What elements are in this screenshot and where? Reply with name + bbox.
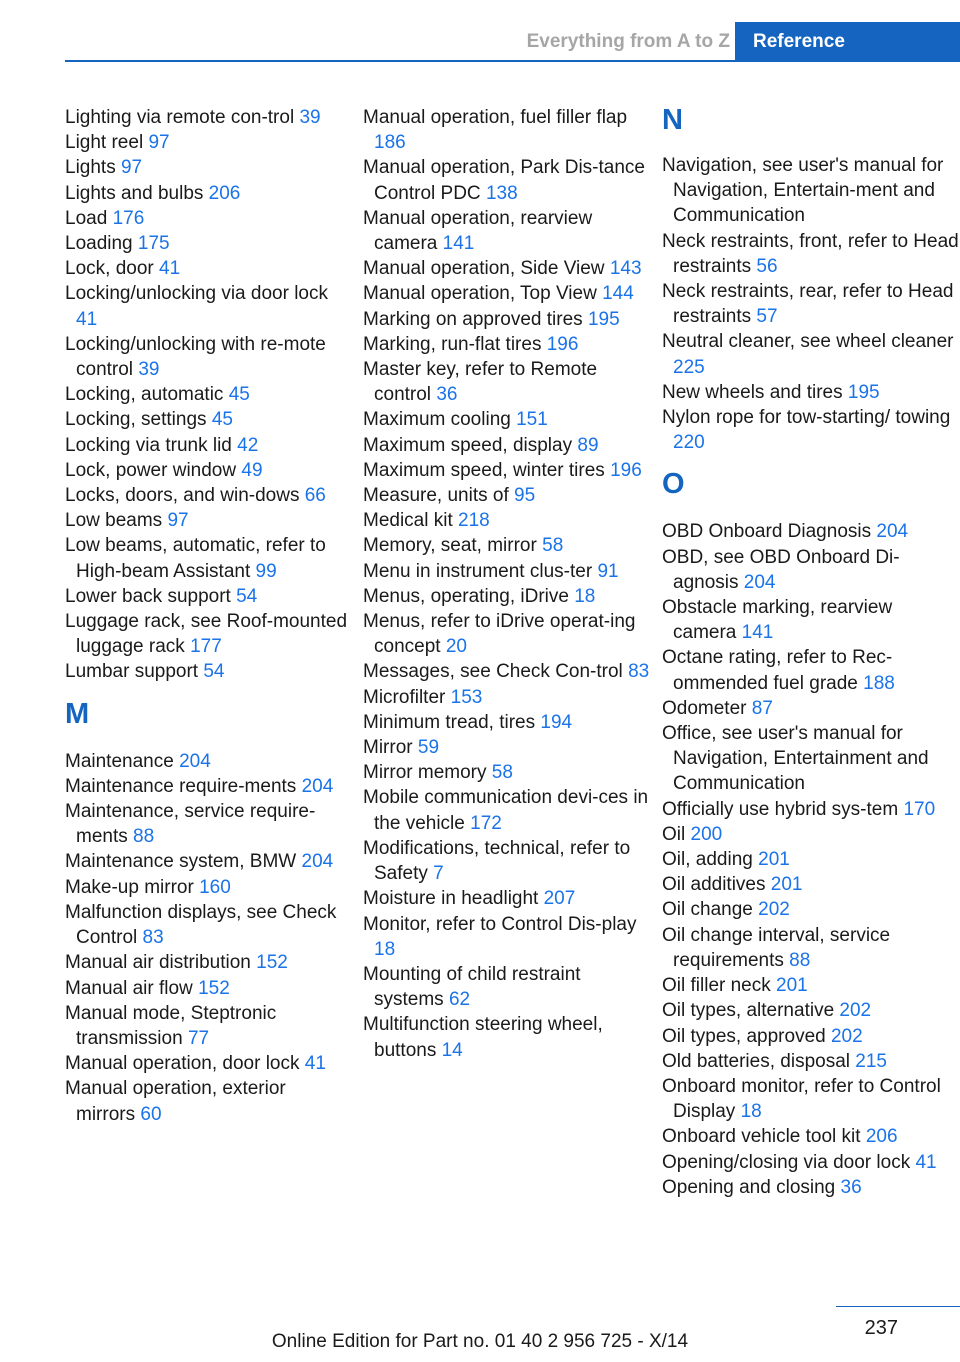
page-reference-link[interactable]: 54 [203,661,225,683]
index-entry-term: Lower back support [65,585,231,607]
index-entry-term: Maximum speed, display [363,434,573,456]
index-entry-term: Minimum tread, tires [363,711,536,733]
page-reference-link[interactable]: 56 [756,255,778,277]
index-entry [363,533,653,558]
page-reference-link[interactable]: 170 [903,798,936,820]
index-entry [363,483,653,508]
index-entry-term: Manual mode, Steptronic transmission [65,1002,277,1049]
page-reference-link[interactable]: 144 [602,283,634,305]
index-column-1 [65,105,350,1127]
page-reference-link[interactable]: 91 [597,560,619,582]
page-reference-link[interactable]: 97 [120,157,143,179]
index-entry [65,774,350,799]
page-reference-link[interactable]: 202 [758,899,790,921]
index-entry-term: Onboard monitor, refer to Control Display [662,1075,941,1123]
page-reference-link[interactable]: 59 [417,737,440,759]
index-entry-term: Messages, see Check Con-trol [363,661,623,683]
index-entry [363,332,653,357]
index-entry-term: Menus, refer to iDrive operat-ing concept [363,611,636,658]
index-entry [662,595,960,645]
index-entry-term: Measure, units of [363,485,509,507]
index-entry-term: Menus, operating, iDrive [363,585,569,607]
index-entry [65,584,350,609]
index-entry [662,153,960,229]
index-entry-term: Maximum cooling [363,409,511,431]
page-reference-link[interactable]: 39 [138,359,160,381]
index-entry-term: Multifunction steering wheel, buttons [363,1014,603,1061]
index-entry-term: Luggage rack, see Roof-mounted luggage rack [65,611,348,658]
page-reference-link[interactable]: 206 [208,182,241,204]
page-reference-link[interactable]: 186 [374,132,406,154]
index-entry [662,822,960,847]
page-reference-link[interactable]: 225 [673,356,705,378]
index-entry [65,382,350,407]
index-entry [363,735,653,760]
index-entry [65,281,350,331]
page-reference-link[interactable]: 36 [436,384,458,406]
index-entry [662,519,960,544]
index-entry [662,897,960,922]
header-rule [65,60,960,62]
page-reference-link[interactable]: 41 [159,258,181,280]
index-entry-term: Oil types, alternative [662,1000,835,1022]
index-entry [363,357,653,407]
index-entry-term: Neck restraints, front, refer to Head restraints [662,230,959,277]
page-reference-link[interactable]: 141 [442,233,475,255]
index-entry-term: Lock, door [65,258,154,280]
page-reference-link[interactable]: 152 [198,977,230,999]
index-entry [662,847,960,872]
index-entry [662,229,960,279]
page-reference-link[interactable]: 66 [304,485,326,507]
index-entry [363,155,653,205]
index-entry [363,1012,653,1062]
index-entry-term: Navigation, see user's manual for Navigation, Entertain-ment and Communication [662,155,944,227]
index-entry-term: Nylon rope for tow-starting/ towing [662,407,951,429]
index-entry [662,923,960,973]
index-entry-term: Locks, doors, and win-dows [65,485,300,507]
index-entry [363,685,653,710]
index-entry [363,659,653,684]
page-reference-link[interactable]: 207 [543,888,576,910]
index-entry-term: Marking on approved tires [363,308,583,330]
page-reference-link[interactable]: 41 [915,1151,937,1173]
index-entry-term: Obstacle marking, rearview camera [662,597,893,644]
index-entry-term: Moisture in headlight [363,888,539,910]
index-entry [65,433,350,458]
page-reference-link[interactable]: 160 [199,876,231,898]
header-section-title: Everything from A to Z [526,31,730,52]
index-entry [65,799,350,849]
index-entry-term: Lumbar support [65,661,199,683]
index-entry-term: Office, see user's manual for Navigation, Entertainment and Communication [662,723,929,795]
index-entry-term: Opening and closing [662,1176,836,1198]
index-entry [363,206,653,256]
footer-edition-text: Online Edition for Part no. 01 40 2 956 725 - X/14 [271,1331,689,1352]
page-reference-link[interactable]: 204 [301,775,334,797]
index-entry [662,1024,960,1049]
index-entry [65,130,350,155]
index-entry-term: Locking/unlocking via door lock [65,283,328,305]
index-entry-term: Master key, refer to Remote control [363,359,598,406]
page-reference-link[interactable]: 151 [516,409,548,431]
index-entry-term: Oil [662,823,686,845]
index-entry [65,1051,350,1076]
index-entry-term: Onboard vehicle tool kit [662,1126,861,1148]
index-entry [65,332,350,382]
index-entry-term: Menu in instrument clus-ter [363,560,593,582]
index-entry-term: Mounting of child restraint systems [363,963,581,1011]
page-reference-link[interactable]: 176 [112,207,145,229]
index-entry [662,721,960,797]
index-letter-heading: O [662,468,685,501]
page-reference-link[interactable]: 177 [190,636,222,658]
index-entry-term: Oil change interval, service requirements [662,924,891,971]
index-entry-term: Oil, adding [662,849,753,871]
index-entry-term: Medical kit [363,510,453,532]
page-reference-link[interactable]: 141 [741,622,774,644]
index-entry [65,533,350,583]
index-entry [65,105,350,130]
index-entry-term: Maximum speed, winter tires [363,459,605,481]
page-reference-link[interactable]: 83 [142,927,164,949]
index-entry [363,760,653,785]
page-reference-link[interactable]: 39 [299,107,321,128]
index-entry-term: Low beams, automatic, refer to High-beam Assistant [65,535,326,582]
index-entry [65,155,350,180]
index-entry [363,307,653,332]
page-reference-link[interactable]: 195 [847,381,880,403]
page-reference-link[interactable]: 201 [770,874,803,896]
index-entry [65,483,350,508]
index-entry-term: Old batteries, disposal [662,1050,850,1072]
page-reference-link[interactable]: 89 [577,434,599,456]
page-reference-link[interactable]: 204 [876,521,909,543]
index-entry [662,380,960,405]
page-number: 237 [864,1317,898,1339]
index-entry-term: Manual operation, Top View [363,283,597,305]
page-reference-link[interactable]: 143 [609,258,642,280]
index-entry-term: Maintenance [65,750,174,772]
index-entry [662,645,960,695]
index-entry [363,458,653,483]
page-reference-link[interactable]: 41 [76,308,98,330]
index-entry-term: Lights [65,157,116,179]
index-column-3 [662,105,960,1200]
index-entry-term: Load [65,207,108,229]
index-entry-term: Manual air distribution [65,952,251,974]
index-entry-term: Officially use hybrid sys-tem [662,798,899,820]
index-entry-term: Locking, automatic [65,384,224,406]
index-entry-term: Locking via trunk lid [65,434,232,456]
index-entry [65,231,350,256]
page-reference-link[interactable]: 188 [863,672,895,694]
index-entry [65,900,350,950]
index-entry [662,1175,960,1200]
index-entry [65,256,350,281]
index-entry [363,609,653,659]
page-reference-link[interactable]: 95 [514,485,536,507]
index-entry [363,584,653,609]
page-reference-link[interactable]: 14 [441,1039,463,1061]
index-entry-term: Mobile communication devi-ces in the vehicle [363,787,649,834]
page-reference-link[interactable]: 202 [830,1025,863,1047]
page-reference-link[interactable]: 220 [673,432,705,454]
index-entry [65,1001,350,1051]
page-reference-link[interactable]: 41 [304,1053,326,1075]
index-entry-term: Mirror [363,737,413,759]
index-entry [662,998,960,1023]
index-entry-term: Manual operation, Park Dis-tance Control PDC [363,157,645,204]
index-entry-term: Maintenance require-ments [65,775,297,797]
index-entry-term: Mirror memory [363,762,487,784]
index-entry-term: Neck restraints, rear, refer to Head restraints [662,281,954,328]
page-reference-link[interactable]: 138 [485,182,518,204]
index-entry-term: Microfilter [363,686,446,708]
index-entry-term: Oil filler neck [662,975,771,997]
index-entry [363,433,653,458]
page-reference-link[interactable]: 200 [690,823,723,845]
index-entry-term: Manual air flow [65,977,193,999]
footer-rule [836,1306,960,1307]
index-entry [65,1076,350,1126]
index-entry [363,710,653,735]
page-reference-link[interactable]: 87 [751,697,773,719]
page-reference-link[interactable]: 60 [140,1103,162,1125]
page-reference-link[interactable]: 195 [587,308,620,330]
page-reference-link[interactable]: 202 [839,1000,872,1022]
index-entry [65,508,350,533]
index-entry-term: Light reel [65,132,144,154]
page-reference-link[interactable]: 88 [789,949,811,971]
index-entry [662,1074,960,1124]
index-entry [662,329,960,379]
index-entry [363,785,653,835]
index-entry [363,281,653,306]
page-reference-link[interactable]: 152 [256,952,288,974]
index-entry [363,962,653,1012]
index-entry [65,849,350,874]
index-entry [662,405,960,455]
index-entry-term: Neutral cleaner, see wheel cleaner [662,331,954,353]
page-reference-link[interactable]: 153 [450,686,483,708]
index-entry [363,256,653,281]
page-reference-link[interactable]: 49 [241,459,263,481]
index-entry-term: Locking, settings [65,409,207,431]
index-entry [662,279,960,329]
page-reference-link[interactable]: 42 [237,434,259,456]
index-entry [662,973,960,998]
index-entry-term: Memory, seat, mirror [363,535,537,557]
index-entry [65,609,350,659]
page-reference-link[interactable]: 54 [236,585,258,607]
page-reference-link[interactable]: 206 [865,1126,898,1148]
page-reference-link[interactable]: 218 [458,510,490,532]
index-entry [662,1124,960,1149]
page-reference-link[interactable]: 97 [167,510,189,532]
page-reference-link[interactable]: 62 [448,989,471,1011]
index-entry [65,181,350,206]
index-entry [65,976,350,1001]
page-reference-link[interactable]: 45 [228,384,250,406]
index-entry [65,950,350,975]
index-entry [363,508,653,533]
index-entry-term: Manual operation, door lock [65,1053,300,1075]
index-column-2 [363,105,653,1063]
index-entry-term: OBD, see OBD Onboard Di-agnosis [662,546,900,593]
page-reference-link[interactable]: 18 [574,585,596,607]
page-reference-link[interactable]: 18 [740,1101,762,1123]
index-entry [662,797,960,822]
page-reference-link[interactable]: 57 [756,306,778,328]
page-reference-link[interactable]: 196 [610,459,642,481]
index-entry-term: Locking/unlocking with re-mote control [65,333,326,381]
index-entry [65,659,350,684]
index-entry [65,206,350,231]
index-entry [662,1150,960,1175]
page-reference-link[interactable]: 172 [470,812,502,834]
index-entry-term: New wheels and tires [662,381,843,403]
index-entry-term: Lights and bulbs [65,182,204,204]
index-entry-term: Monitor, refer to Control Dis-play [363,913,637,935]
index-entry-term: Maintenance, service require-ments [65,801,316,848]
page-reference-link[interactable]: 97 [148,132,170,154]
page-reference-link[interactable]: 45 [211,409,233,431]
index-entry [65,458,350,483]
page-reference-link[interactable]: 58 [491,762,513,784]
page-reference-link[interactable]: 204 [743,571,776,593]
page-reference-link[interactable]: 215 [855,1050,887,1072]
index-entry [363,105,653,155]
page-reference-link[interactable]: 201 [776,975,808,997]
index-entry [363,836,653,886]
index-entry-term: Loading [65,233,133,255]
index-entry [363,886,653,911]
index-entry-term: Malfunction displays, see Check Control [65,901,337,949]
page-reference-link[interactable]: 194 [540,711,573,733]
index-entry-term: Octane rating, refer to Rec-ommended fuel grade [662,647,893,694]
index-entry-term: Low beams [65,510,163,532]
page-reference-link[interactable]: 36 [840,1176,862,1198]
index-entry-term: Oil change [662,899,753,921]
page-reference-link[interactable]: 201 [758,849,790,871]
page-reference-link[interactable]: 18 [374,938,396,960]
index-letter-heading: M [65,697,90,730]
index-letter-heading: N [662,104,683,136]
page-reference-link[interactable]: 58 [542,535,564,557]
index-entry [65,749,350,774]
index-entry [363,912,653,962]
page-reference-link[interactable]: 20 [445,636,467,658]
page-reference-link[interactable]: 175 [137,233,170,255]
index-entry-term: Make-up mirror [65,876,194,898]
index-entry-term: Manual operation, Side View [363,258,605,280]
index-entry [662,696,960,721]
index-entry [662,545,960,595]
index-entry-term: Manual operation, rearview camera [363,207,593,255]
index-entry [363,407,653,432]
index-entry [65,407,350,432]
index-entry-term: OBD Onboard Diagnosis [662,521,872,543]
index-entry [662,1049,960,1074]
index-entry-term: Opening/closing via door lock [662,1151,911,1173]
page-reference-link[interactable]: 196 [546,333,579,355]
index-entry-term: Oil types, approved [662,1025,826,1047]
index-entry-term: Manual operation, fuel filler flap [363,107,628,128]
index-entry-term: Maintenance system, BMW [65,851,297,873]
page-reference-link[interactable]: 83 [628,661,650,683]
index-entry-term: Oil additives [662,874,766,896]
page-reference-link[interactable]: 204 [301,851,334,873]
header-tab-label: Reference [753,31,845,52]
index-entry-term: Manual operation, exterior mirrors [65,1078,286,1125]
page-reference-link[interactable]: 88 [133,826,155,848]
index-entry [363,559,653,584]
index-entry-term: Odometer [662,697,747,719]
page-reference-link[interactable]: 77 [187,1027,210,1049]
index-entry-term: Marking, run-flat tires [363,333,542,355]
page-reference-link[interactable]: 99 [255,560,277,582]
header-tab [735,22,960,62]
page-reference-link[interactable]: 204 [179,750,211,772]
page-reference-link[interactable]: 7 [433,863,444,885]
index-entry-term: Lock, power window [65,459,237,481]
index-entry [65,875,350,900]
index-entry [662,872,960,897]
index-entry-term: Modifications, technical, refer to Safety [363,837,631,885]
index-entry-term: Lighting via remote con-trol [65,107,295,128]
